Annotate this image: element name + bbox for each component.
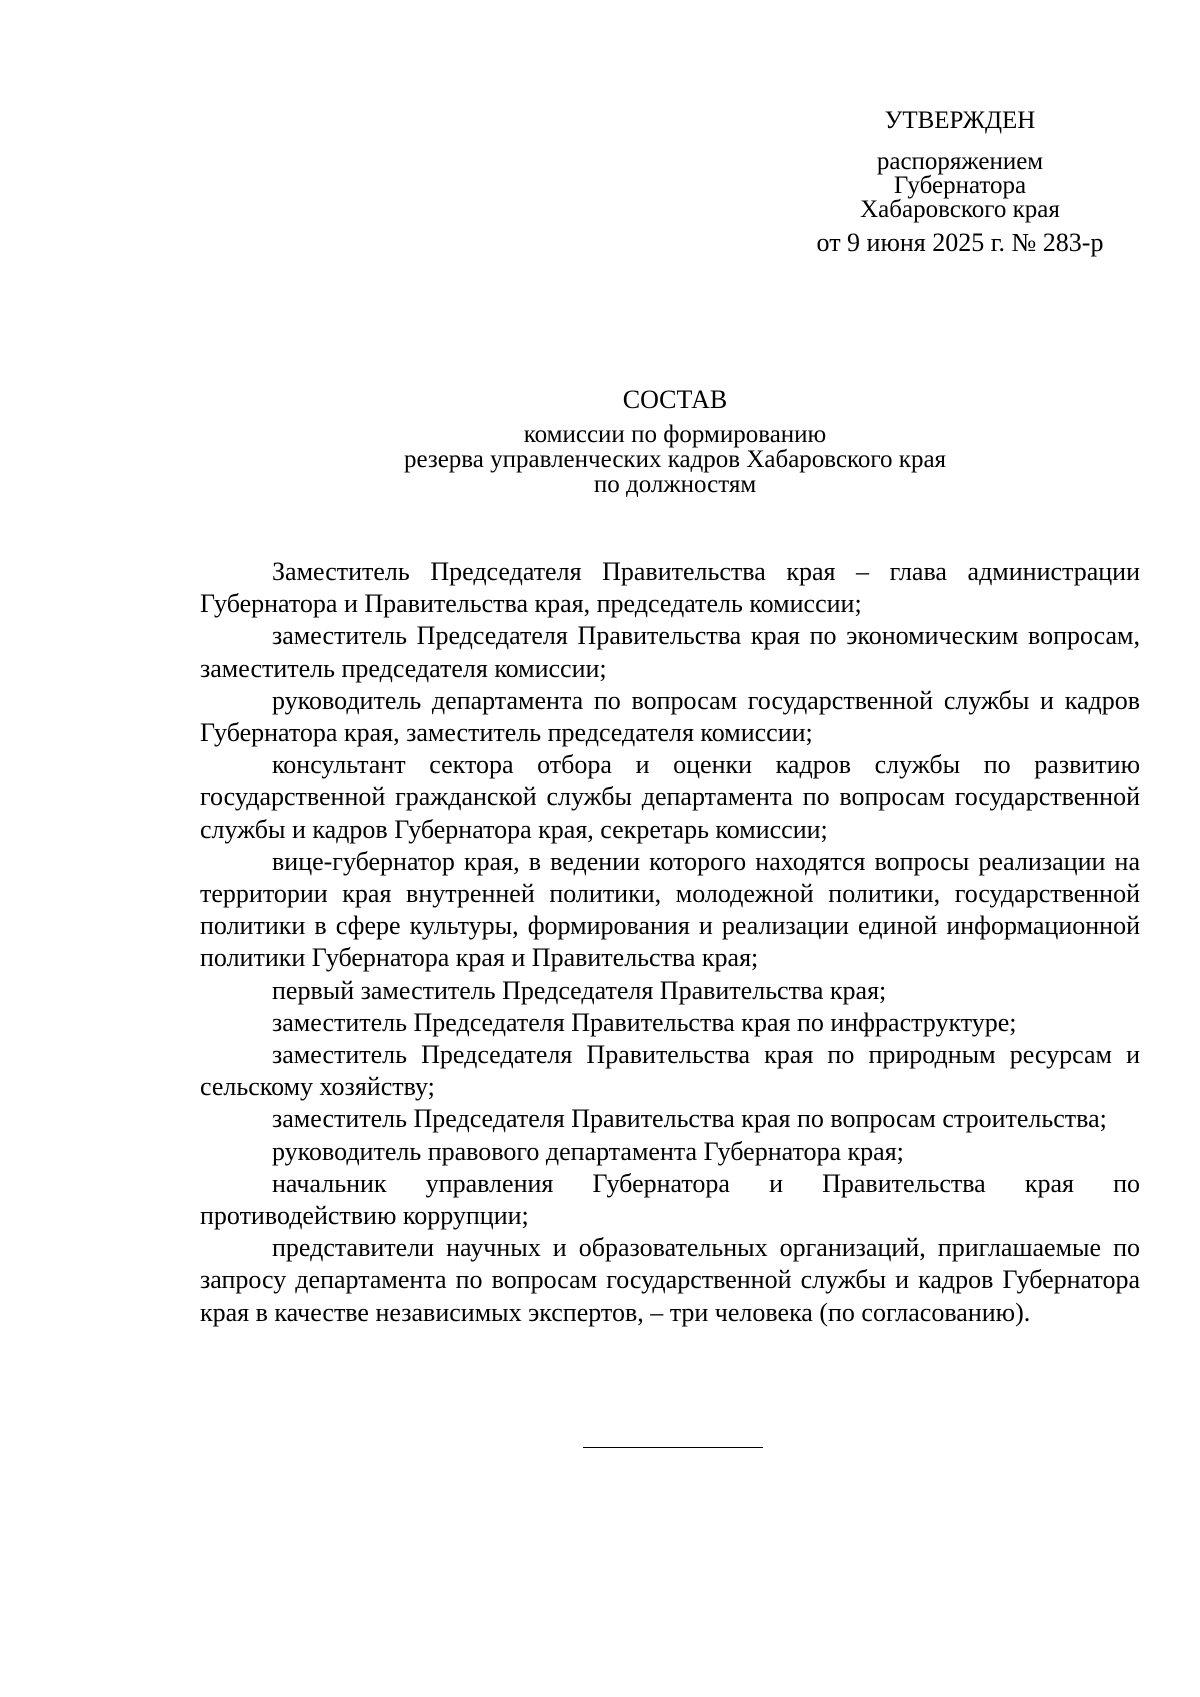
member-item: вице-губернатор края, в ведении которого находятся вопросы реализации на территории края внутренней политики, молодежной политики, государственной политики в сфере культуры, формирования и реализации единой информационной политики Губернатора края и Правительства края; <box>200 846 1140 973</box>
members-list <box>200 556 1140 1329</box>
approval-line: Губернатора <box>893 172 1027 199</box>
subtitle-line: комиссии по формированию <box>523 421 827 448</box>
end-rule <box>583 1447 763 1448</box>
member-item: начальник управления Губернатора и Правительства края по противодействию коррупции; <box>200 1168 1140 1231</box>
approval-date: от 9 июня 2025 г. № 283-р <box>816 228 1104 257</box>
member-item: представители научных и образовательных организаций, приглашаемые по запросу департамента по вопросам государственной службы и кадров Губернатора края в качестве независимых экспертов, – три человека (по согласованию). <box>200 1233 1140 1327</box>
approval-line: Хабаровского края <box>860 196 1060 223</box>
member-item: руководитель правового департамента Губернатора края; <box>272 1136 904 1166</box>
document-subtitle <box>200 422 1150 497</box>
subtitle-line: по должностям <box>593 471 757 498</box>
approval-authority <box>770 150 1150 222</box>
approval-line: распоряжением <box>876 148 1044 175</box>
member-item: заместитель Председателя Правительства края по вопросам строительства; <box>272 1104 1107 1134</box>
member-item: руководитель департамента по вопросам государственной службы и кадров Губернатора края, заместитель председателя комиссии; <box>200 685 1140 748</box>
member-item: заместитель Председателя Правительства края по инфраструктуре; <box>272 1007 1017 1037</box>
approval-heading: УТВЕРЖДЕН <box>884 107 1036 134</box>
member-item: первый заместитель Председателя Правительства края; <box>272 975 887 1005</box>
member-item: заместитель Председателя Правительства края по природным ресурсам и сельскому хозяйству; <box>200 1040 1140 1102</box>
member-item: консультант сектора отбора и оценки кадров службы по развитию государственной гражданской службы департамента по вопросам государственной службы и кадров Губернатора края, секретарь комиссии; <box>200 750 1140 844</box>
member-item: заместитель Председателя Правительства края по экономическим вопросам, заместитель председателя комиссии; <box>200 621 1140 683</box>
subtitle-line: резерва управленческих кадров Хабаровского края <box>403 446 947 473</box>
document-title: СОСТАВ <box>622 385 728 414</box>
member-item: Заместитель Председателя Правительства края – глава администрации Губернатора и Правительства края, председатель комиссии; <box>200 557 1140 619</box>
